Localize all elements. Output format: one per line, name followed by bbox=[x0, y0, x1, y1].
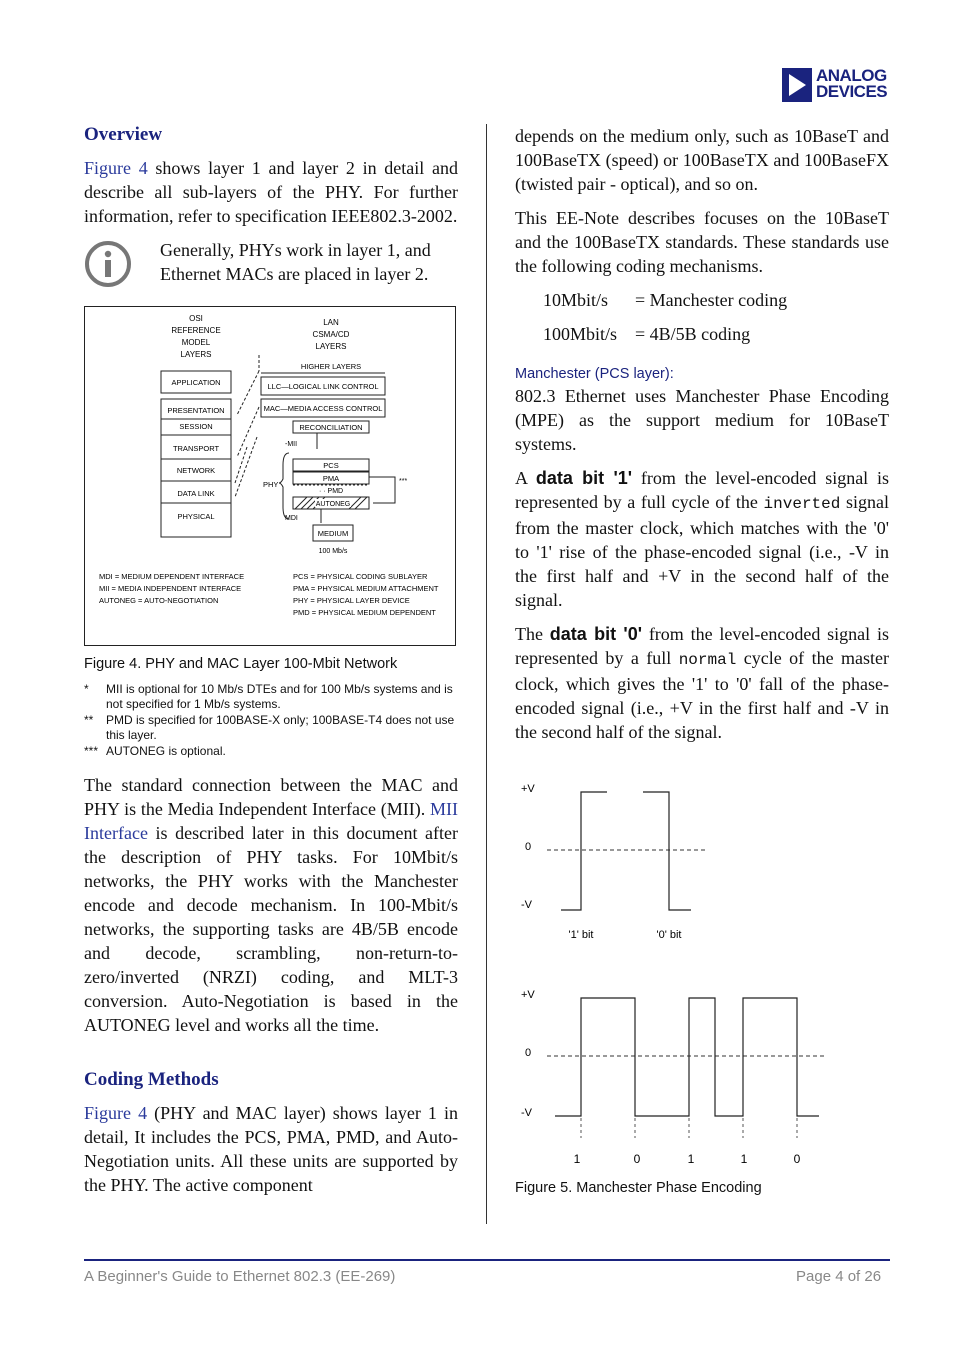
right-column bbox=[515, 124, 889, 1206]
legend-right-1: PMA = PHYSICAL MEDIUM ATTACHMENT bbox=[293, 584, 439, 593]
top-level-zero: 0 bbox=[525, 841, 532, 853]
coding-row-100mbit: 100Mbit/s = 4B/5B coding bbox=[543, 324, 751, 344]
bottom-level-zero: 0 bbox=[525, 1047, 532, 1059]
bottom-level-plus: +V bbox=[521, 989, 535, 1001]
mii-paragraph: The standard connection between the MAC and PHY is the Media Independent Interface (MII). MII Interface is described later in this document after the description of PHY tasks. For 10Mbit/s networks, the PHY works with the Manchester encode and decode mechanism. In 100-Mbit/s networks, the supporting tasks are 4B/5B encode and decode, scrambling, non-return-to-zero/inverted (NRZI) coding, and MLT-3 conversion. Auto-Negotiation is based in the AUTONEG level and works all the time. bbox=[84, 775, 458, 1035]
bottom-level-minus: -V bbox=[521, 1107, 532, 1119]
osi-layer-transport: TRANSPORT bbox=[172, 444, 220, 453]
medium-label: MEDIUM bbox=[317, 529, 349, 538]
autoneg-label: AUTONEG bbox=[315, 501, 351, 508]
mii-label: -MII bbox=[285, 441, 298, 448]
info-note bbox=[84, 238, 458, 288]
phy-label: PHY bbox=[263, 480, 279, 489]
figure-4-diagram bbox=[84, 306, 456, 646]
ee-note-paragraph: This EE-Note describes focuses on the 10BaseT and the 100BaseTX standards. These standards use the following coding mechanisms. bbox=[515, 208, 889, 276]
osi-header-1: REFERENCE bbox=[171, 326, 221, 335]
legend-right-0: PCS = PHYSICAL CODING SUBLAYER bbox=[293, 572, 428, 581]
figure5-caption: Figure 5. Manchester Phase Encoding bbox=[515, 1180, 762, 1196]
bottom-bit-4: 0 bbox=[793, 1152, 801, 1166]
top-level-minus: -V bbox=[521, 899, 532, 911]
bottom-bit-1: 0 bbox=[633, 1152, 641, 1166]
osi-layer-network: NETWORK bbox=[176, 466, 216, 475]
pcs-label: PCS bbox=[323, 461, 339, 470]
reconciliation-label: RECONCILIATION bbox=[299, 423, 363, 432]
figure4-link-2[interactable]: Figure 4 bbox=[84, 1103, 148, 1123]
bottom-bit-2: 1 bbox=[687, 1152, 695, 1166]
osi-layer-application: APPLICATION bbox=[171, 378, 221, 387]
osi-layer-presentation: PRESENTATION bbox=[167, 406, 225, 415]
legend-left-1: MII = MEDIA INDEPENDENT INTERFACE bbox=[99, 584, 242, 593]
footer-rule bbox=[84, 1259, 890, 1261]
overview-heading: Overview bbox=[84, 124, 163, 145]
logo-triangle-icon bbox=[782, 68, 812, 102]
data-bit-1-paragraph: A data bit '1' from the level-encoded signal is represented by a full cycle of the inverted signal from the master clock, which matches with the '0' to '1' rise of the phase-encoded signal (i.e., -V in the first half and +V in the second half of the signal. bbox=[515, 468, 890, 610]
bottom-bit-3: 1 bbox=[740, 1152, 748, 1166]
footer-document-title: A Beginner's Guide to Ethernet 802.3 (EE-269) bbox=[84, 1268, 396, 1285]
pmd-label: · · PMD bbox=[319, 488, 344, 495]
legend-left-0: MDI = MEDIUM DEPENDENT INTERFACE bbox=[99, 572, 245, 581]
lan-header-1: CSMA/CD bbox=[312, 330, 350, 339]
footnote-2: ** PMD is specified for 100BASE-X only; 100BASE-T4 does not use this layer. bbox=[84, 713, 455, 742]
pma-label: PMA bbox=[322, 474, 340, 483]
osi-layer-physical: PHYSICAL bbox=[177, 512, 215, 521]
speed-label: 100 Mb/s bbox=[318, 548, 348, 555]
figure4-caption: Figure 4. PHY and MAC Layer 100-Mbit Network bbox=[84, 656, 398, 672]
top-bit-1-label: '1' bit bbox=[568, 929, 594, 941]
footnote-1: * MII is optional for 10 Mb/s DTEs and for 100 Mb/s systems and is not specified for 1 Mb/s systems. bbox=[84, 682, 453, 711]
osi-layer-session: SESSION bbox=[179, 422, 213, 431]
info-note-text: Generally, PHYs work in layer 1, and Ethernet MACs are placed in layer 2. bbox=[160, 240, 431, 284]
top-level-plus: +V bbox=[521, 783, 535, 795]
legend-right-2: PHY = PHYSICAL LAYER DEVICE bbox=[293, 596, 410, 605]
column-divider bbox=[486, 124, 487, 1224]
top-bit-0-label: '0' bit bbox=[656, 929, 682, 941]
coding-methods-paragraph: Figure 4 (PHY and MAC layer) shows layer 1 in detail, It includes the PCS, PMA, PMD, and Auto-Negotiation units. All these units are supported by the PHY. The active component bbox=[84, 1103, 458, 1195]
mpe-paragraph: 802.3 Ethernet uses Manchester Phase Encoding (MPE) as the support medium for 10BaseT systems. bbox=[515, 386, 889, 454]
overview-paragraph: Figure 4 shows layer 1 and layer 2 in detail and describe all sub-layers of the PHY. For further information, refer to specification IEEE802.3-2002. bbox=[84, 158, 458, 226]
osi-header-0: OSI bbox=[189, 314, 203, 323]
mac-label: MAC—MEDIA ACCESS CONTROL bbox=[263, 404, 383, 413]
lan-header-2: LAYERS bbox=[315, 342, 347, 351]
coding-row-10mbit: 10Mbit/s = Manchester coding bbox=[543, 290, 788, 310]
dots-label: *** bbox=[399, 478, 408, 485]
higher-layers-label: HIGHER LAYERS bbox=[300, 362, 362, 371]
mdi-label: MDI bbox=[285, 515, 298, 522]
footnote-3: *** AUTONEG is optional. bbox=[84, 744, 226, 758]
legend-left-2: AUTONEG = AUTO-NEGOTIATION bbox=[99, 596, 219, 605]
coding-methods-heading: Coding Methods bbox=[84, 1069, 219, 1090]
analog-devices-logo bbox=[782, 68, 892, 104]
manchester-heading: Manchester (PCS layer): bbox=[515, 366, 674, 382]
logo-wordmark: ANALOG DEVICES bbox=[816, 66, 888, 101]
osi-header-2: MODEL bbox=[181, 338, 211, 347]
osi-layer-datalink: DATA LINK bbox=[177, 489, 215, 498]
bottom-bit-0: 1 bbox=[573, 1152, 581, 1166]
footer-page-number: Page 4 of 26 bbox=[796, 1268, 882, 1285]
medium-paragraph: depends on the medium only, such as 10BaseT and 100BaseTX (speed) or 100BaseTX and 100BaseFX (twisted pair - optical), and so on. bbox=[515, 126, 889, 194]
mii-interface-link[interactable]: MII Interface bbox=[84, 799, 458, 843]
osi-header-3: LAYERS bbox=[180, 350, 212, 359]
figure4-link[interactable]: Figure 4 bbox=[84, 158, 148, 178]
legend-right-3: PMD = PHYSICAL MEDIUM DEPENDENT bbox=[293, 608, 436, 617]
info-icon bbox=[84, 240, 132, 288]
lan-header-0: LAN bbox=[323, 318, 339, 327]
llc-label: LLC—LOGICAL LINK CONTROL bbox=[267, 382, 379, 391]
left-column bbox=[84, 124, 458, 1207]
figure-5-diagram bbox=[515, 778, 889, 1178]
data-bit-0-paragraph: The data bit '0' from the level-encoded signal is represented by a full normal cycle of the master clock, which gives the '1' to '0' fall of the phase-encoded signal (i.e., +V in the first half and -V in the second half of the signal. bbox=[515, 624, 890, 742]
